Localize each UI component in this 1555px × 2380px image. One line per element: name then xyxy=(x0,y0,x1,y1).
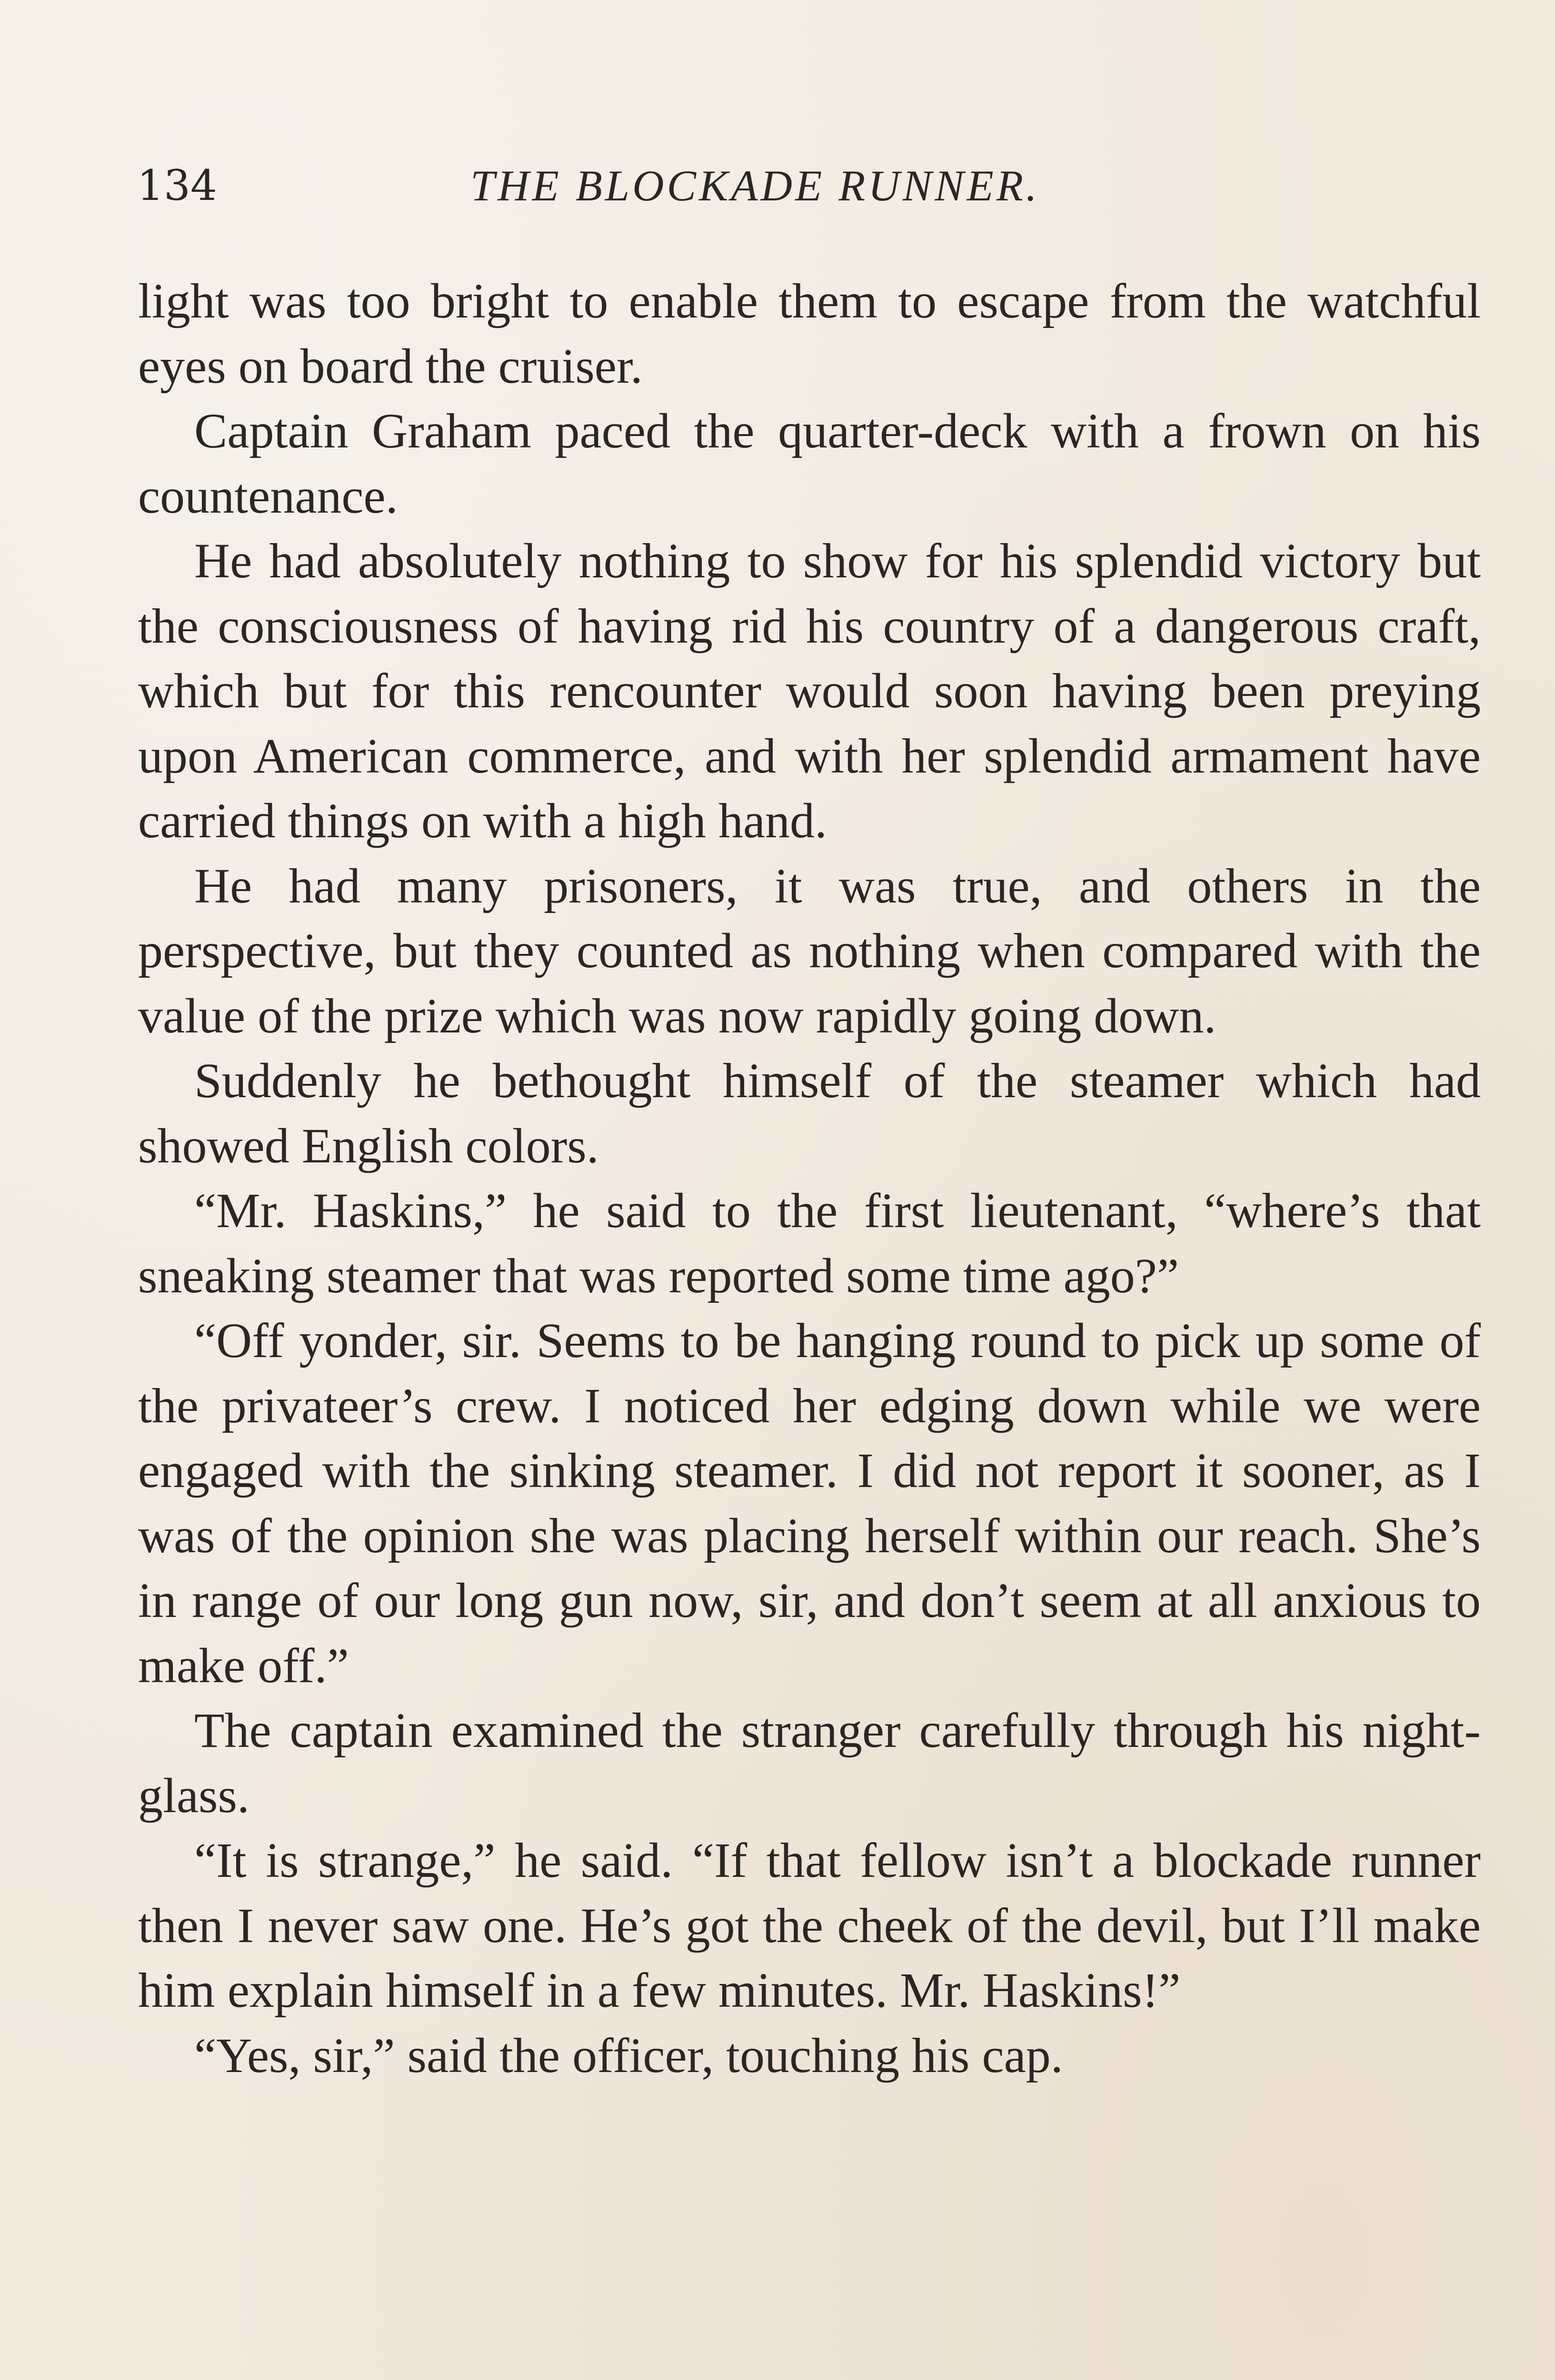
paragraph: “Yes, sir,” said the officer, touching his cap. xyxy=(194,2028,1063,2083)
body-text xyxy=(138,269,1481,2088)
paragraph: “Off yonder, sir. Seems to be hanging round to pick up some of the privateer’s crew. I noticed her edging down while we were engaged with the sinking steamer. I did not report it sooner, as I was of the opinion she was placing herself within our reach. She’s in range of our long gun now, sir, and don’t seem at all anxious to make off.” xyxy=(138,1313,1481,1693)
running-head: THE BLOCKADE RUNNER. xyxy=(470,161,1040,210)
paragraph: The captain examined the stranger carefully through his night-glass. xyxy=(138,1703,1481,1823)
page-header xyxy=(137,155,1480,217)
paragraph: light was too bright to enable them to escape from the watchful eyes on board the cruiser. xyxy=(138,274,1481,394)
paragraph: “It is strange,” he said. “If that fellow isn’t a blockade runner then I never saw one. He’s got the cheek of the devil, but I’ll make him explain himself in a few minutes. Mr. Haskins!” xyxy=(138,1833,1481,2018)
paragraph: Captain Graham paced the quarter-deck with a frown on his countenance. xyxy=(138,404,1481,524)
paragraph: He had absolutely nothing to show for his splendid victory but the consciousness of having rid his country of a dangerous craft, which but for this rencounter would soon having been preying upon American commerce, and with her splendid armament have carried things on with a high hand. xyxy=(138,534,1481,848)
paragraph: He had many prisoners, it was true, and others in the perspective, but they counted as nothing when compared with the value of the prize which was now rapidly going down. xyxy=(138,858,1481,1043)
paragraph: Suddenly he bethought himself of the steamer which had showed English colors. xyxy=(138,1053,1481,1173)
page-number: 134 xyxy=(137,161,217,210)
paragraph: “Mr. Haskins,” he said to the first lieutenant, “where’s that sneaking steamer that was reported some time ago?” xyxy=(138,1183,1481,1303)
